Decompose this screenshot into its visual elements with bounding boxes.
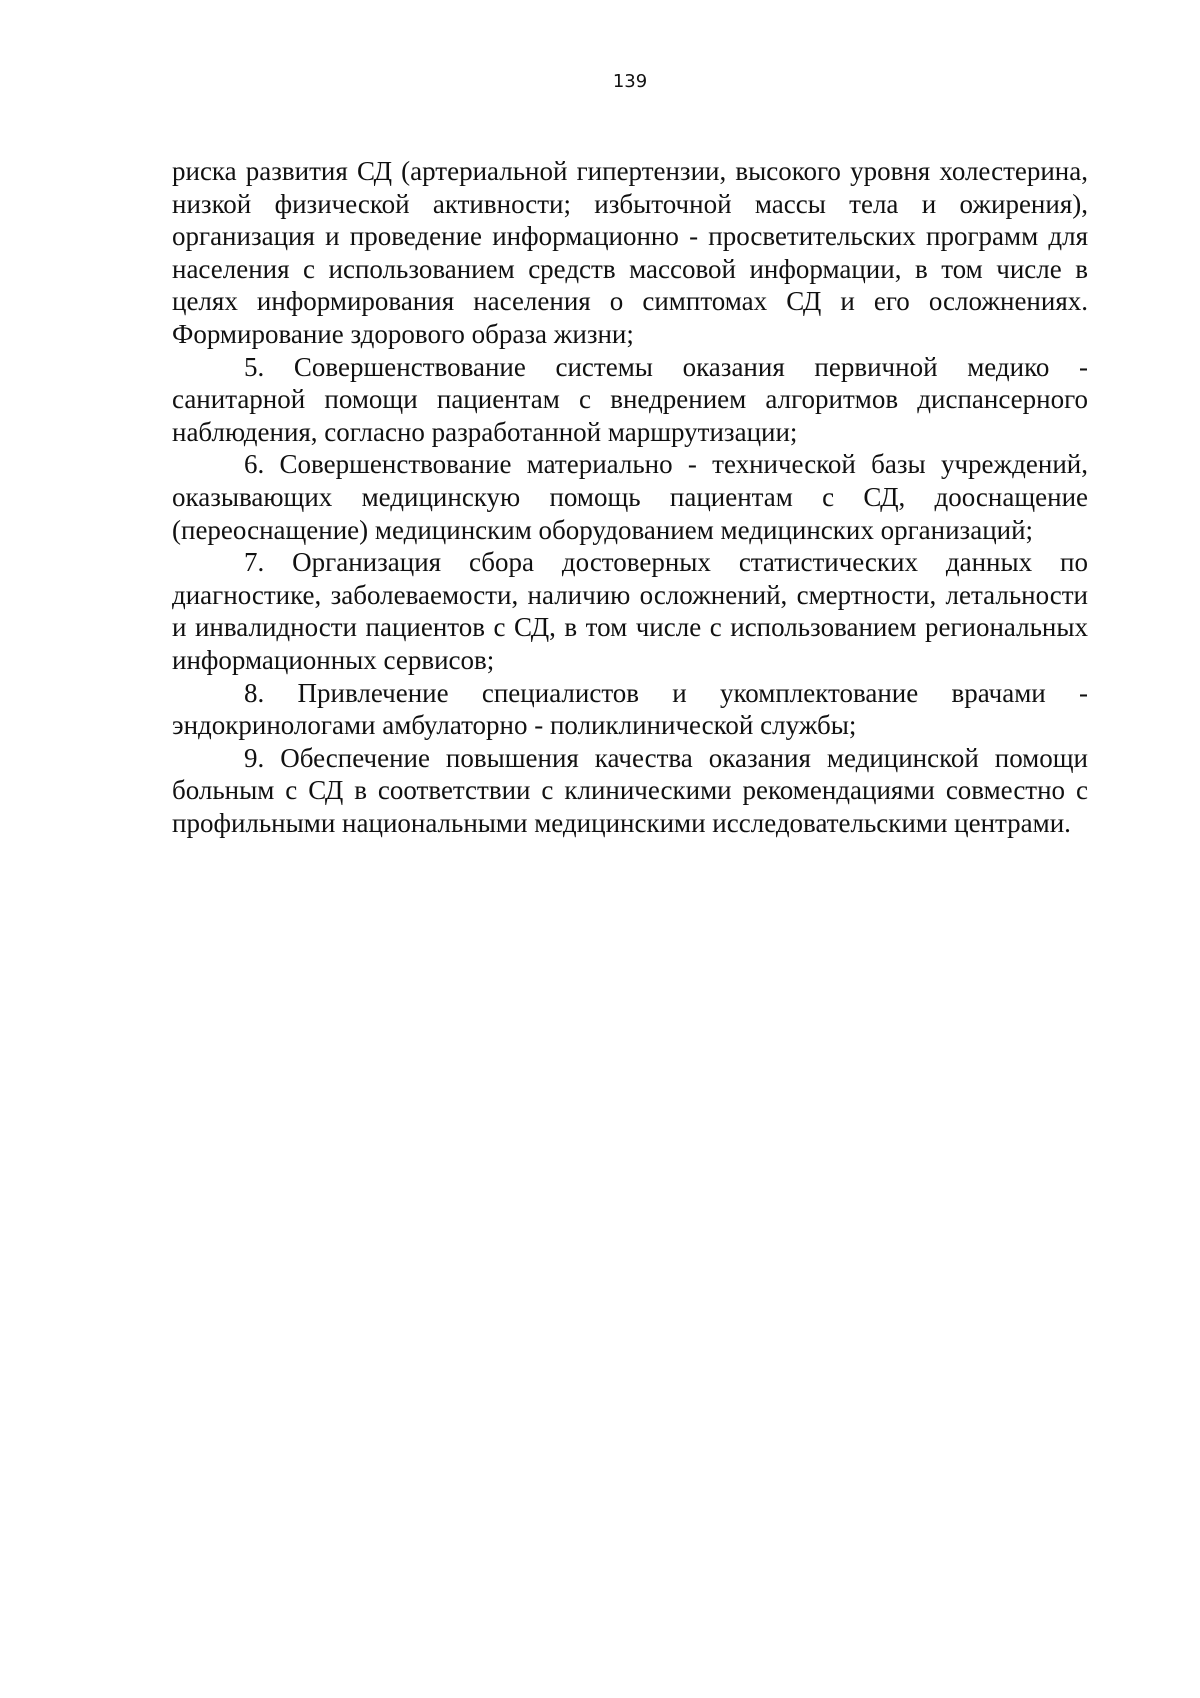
list-item-number: 9. — [244, 742, 265, 773]
paragraph-text: риска развития СД (артериальной гипертензии, высокого уровня холестерина, низкой физической активности; избыточной массы тела и ожирения), организация и проведение информационно - просветительских программ для населения с использованием средств массовой информации, в том числе в целях информирования населения о симптомах СД и его осложнениях. Формирование здорового образа жизни; — [172, 156, 1088, 349]
list-item-8 — [172, 677, 1088, 742]
list-item-6 — [172, 448, 1088, 546]
list-item-number: 8. — [244, 677, 265, 708]
list-item-text: Совершенствование материально - технической базы учреждений, оказывающих медицинскую помощь пациентам с СД, дооснащение (переоснащение) медицинским оборудованием медицинских организаций; — [172, 449, 1088, 545]
list-item-9 — [172, 742, 1088, 840]
list-item-number: 6. — [244, 449, 265, 480]
list-item-text: Совершенствование системы оказания первичной медико - санитарной помощи пациентам с внедрением алгоритмов диспансерного наблюдения, согласно разработанной маршрутизации; — [172, 351, 1089, 447]
list-item-5 — [172, 351, 1088, 449]
list-item-text: Привлечение специалистов и укомплектование врачами - эндокринологами амбулаторно - поликлинической службы; — [172, 677, 1088, 741]
document-body — [172, 155, 1088, 839]
list-item-7 — [172, 546, 1088, 676]
page-number: 139 — [612, 71, 648, 92]
list-item-text: Организация сбора достоверных статистических данных по диагностике, заболеваемости, наличию осложнений, смертности, летальности и инвалидности пациентов с СД, в том числе с использованием региональных информационных сервисов; — [172, 547, 1088, 675]
paragraph-continuation — [172, 155, 1088, 351]
list-item-text: Обеспечение повышения качества оказания медицинской помощи больным с СД в соответствии с клиническими рекомендациями совместно с профильными национальными медицинскими исследовательскими центрами. — [172, 742, 1089, 838]
list-item-number: 5. — [244, 351, 265, 382]
list-item-number: 7. — [244, 547, 265, 578]
